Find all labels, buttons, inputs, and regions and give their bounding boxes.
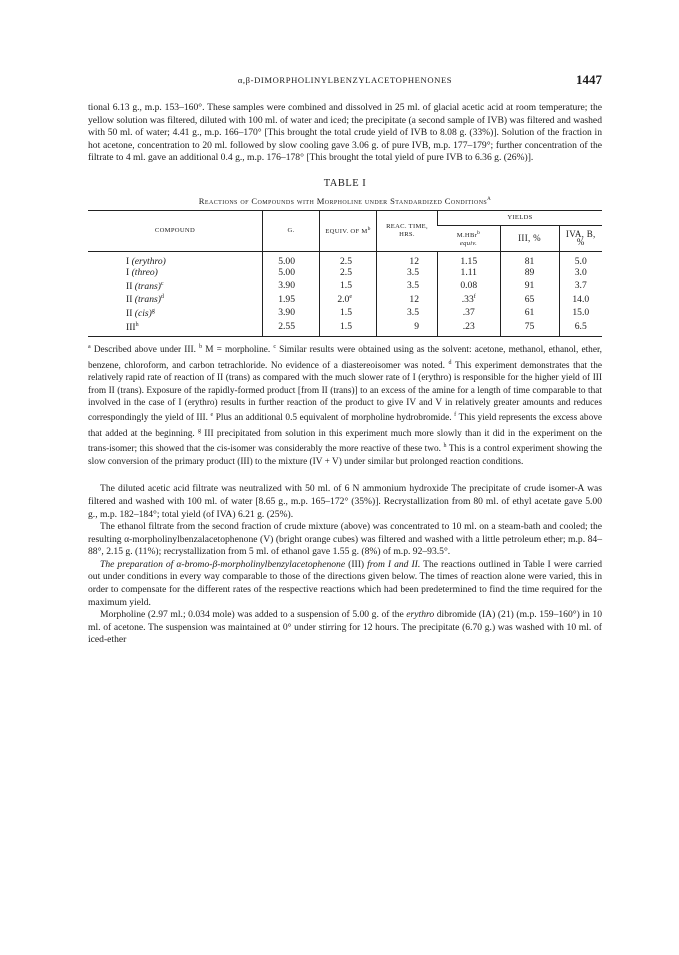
table-caption-mark: a [487, 193, 492, 202]
cell-iva-yield: 3.7 [559, 279, 602, 293]
cell-compound: II (trans)$^d$ [126, 294, 164, 306]
footnote-text: This is a control experiment showing the slow conversion of the primary product (III) to the mixture (IV + V) under similar but prolonged reaction conditions. [88, 444, 602, 467]
cell-iii-yield: 89 [500, 267, 559, 278]
header-mhbr-text: M.HBr [456, 232, 478, 240]
header-reac-time: REAC. TIME, HRS. [377, 210, 438, 251]
p4-text-a: Morpholine (2.97 ml.; 0.034 mole) was added to a suspension of 5.00 g. of the [100, 609, 407, 621]
section-title-end: from I and II. [367, 558, 421, 570]
table-footnotes [88, 341, 602, 468]
header-grams: G. [263, 210, 320, 251]
section-title-compound: (III) [345, 558, 368, 570]
cell-mhbr: .23 [438, 320, 501, 337]
header-equiv-text: EQUIV. OF M [325, 228, 368, 236]
body-paragraph-4 [88, 609, 602, 647]
cell-reac-time: 12 [377, 292, 438, 306]
header-iva: IVA, B, % [559, 225, 602, 251]
header-mhbr-sub: equiv. [459, 240, 478, 248]
cell-grams: 5.00 [263, 252, 320, 268]
footnote-mark: h [443, 443, 447, 450]
cell-iva-yield: 14.0 [559, 292, 602, 306]
p4-text-b: dibromide (IA) (21) (m.p. 159–160°) in 10 ml. of acetone. The suspension was maintained at 0° under stirring for 12 hours. The precipitate (6.70 g.) was washed with 10 ml. of iced-ether [88, 609, 603, 646]
header-yields: YIELDS [438, 210, 603, 225]
footnote-text: M = morpholine. [202, 345, 274, 356]
header-iii: III, % [500, 225, 559, 251]
cell-iva-yield: 15.0 [559, 306, 602, 320]
cell-compound: II (trans)$^c$ [126, 280, 164, 293]
table-title: TABLE I [323, 177, 367, 189]
footnote-text: This yield represents the excess above that added at the beginning. [88, 413, 602, 440]
p4-emphasis: erythro [406, 609, 435, 621]
cell-grams: 3.90 [263, 306, 320, 320]
footnote-text: Described above under III. [90, 345, 200, 356]
footnote-mark: e [210, 412, 214, 419]
cell-grams: 3.90 [263, 279, 320, 293]
body-paragraph-2: The ethanol filtrate from the second fraction of crude mixture (above) was concentrated to 10 ml. on a steam-bath and cooled; the resulting α-morpholinylbenzalacetophenone (V) (bright orange cubes) was filtered and washed with a little petroleum ether; m.p. 84–88°, 2.15 g. (11%); recrystallization from 5 ml. of ethanol gave 1.55 g. (8%) of m.p. 92–93.5°. [88, 521, 602, 558]
table-row [88, 279, 602, 293]
body-paragraph-1: The diluted acetic acid filtrate was neutralized with 50 ml. of 6 N ammonium hydroxide The precipitate of crude isomer-A was filtered and washed with 100 ml. of water [8.65 g., m.p. 165–172° (35%)]. Recrystallization from 80 ml. of ethyl acetate gave 5.00 g., m.p. 182–184°; total yield (of IVA) 6.21 g. (25%). [88, 483, 602, 520]
cell-iii-yield: 81 [500, 252, 559, 268]
cell-iii-yield: 65 [500, 292, 559, 306]
header-equiv-mark: b [367, 226, 371, 233]
cell-equiv: 1.5 [320, 320, 377, 337]
table-row [88, 320, 602, 337]
cell-mhbr: .33$^f$ [438, 292, 501, 306]
cell-equiv: 2.0e [320, 292, 377, 306]
table-row [88, 252, 602, 268]
footnote-text: This experiment demonstrates that the relatively rapid rate of reaction of II (trans) as compared with the much slower rate of I (erythro) is responsible for the higher yield of III from II (trans). Exposure of the rapidly-formed product [from II (trans)] to an excess of the amine for a length of time comparable to that involved in the case of I (erythro) results in further reaction of the product to give IV and V in relatively greater amounts and reduces correspondingly the yield of III. [88, 360, 602, 424]
table-caption-text: Reactions of Compounds with Morpholine under Standardized Conditions [198, 195, 488, 206]
cell-grams: 1.95 [263, 292, 320, 306]
header-mhbr-mark: b [477, 229, 481, 236]
footnote-text: III precipitated from solution in this experiment much more slowly than it did in the experiment on the trans-isomer; this showed that the cis-isomer was considerably the more reactive of these two. [88, 429, 602, 455]
section-text: The reactions outlined in Table I were carried out under conditions in every way comparable to those of the directions given below. The times of reaction alone were varied, this in order to compensate for the different rates of the respective reactions which had been predetermined to find the time required for the maximum yield. [88, 558, 603, 608]
cell-equiv: 1.5 [320, 306, 377, 320]
cell-mhbr: 1.11 [438, 267, 501, 278]
cell-equiv: 2.5 [320, 267, 377, 278]
cell-iva-yield: 3.0 [559, 267, 602, 278]
header-compound: COMPOUND [88, 210, 263, 251]
cell-iva-yield: 5.0 [559, 252, 602, 268]
cell-reac-time: 3.5 [377, 279, 438, 293]
table-row [88, 292, 602, 306]
running-header [88, 72, 602, 88]
cell-compound: III$^h$ [126, 321, 139, 333]
footnote-mark: g [198, 427, 202, 434]
table-caption [88, 194, 602, 206]
cell-equiv: 1.5 [320, 279, 377, 293]
footnote-mark: d [448, 359, 452, 366]
cell-grams: 2.55 [263, 320, 320, 337]
footnote-text: Similar results were obtained using as the solvent: acetone, methanol, ethanol, ether, benzene, chloroform, and carbon tetrachloride. No evidence of a diastereoisomer was noted. [88, 345, 602, 371]
cell-iii-yield: 91 [500, 279, 559, 293]
body-paragraph-3 [88, 559, 602, 609]
results-table [88, 210, 602, 337]
cell-reac-time: 12 [377, 252, 438, 268]
cell-reac-time: 3.5 [377, 306, 438, 320]
cell-compound: I (threo) [126, 267, 158, 279]
cell-iii-yield: 61 [500, 306, 559, 320]
cell-iva-yield: 6.5 [559, 320, 602, 337]
cell-compound: I (erythro) [126, 256, 166, 268]
footnote-mark: f [454, 412, 457, 419]
cell-mhbr: 1.15 [438, 252, 501, 268]
cell-mhbr: 0.08 [438, 279, 501, 293]
cell-iii-yield: 75 [500, 320, 559, 337]
cell-compound: II (cis)$^g$ [126, 308, 155, 320]
cell-mhbr: .37 [438, 306, 501, 320]
header-equiv [320, 210, 377, 251]
table-row [88, 306, 602, 320]
running-title: α,β-DIMORPHOLINYLBENZYLACETOPHENONES [237, 75, 453, 85]
footnote-mark: c [273, 344, 277, 351]
cell-grams: 5.00 [263, 267, 320, 278]
page-number: 1447 [576, 72, 602, 87]
cell-reac-time: 3.5 [377, 267, 438, 278]
footnote-mark: b [199, 344, 203, 351]
intro-paragraph: tional 6.13 g., m.p. 153–160°. These samples were combined and dissolved in 25 ml. of glacial acetic acid at room temperature; the yellow solution was filtered, diluted with 100 ml. of water and iced; the precipitate (a second sample of IVB) was filtered and washed with 50 ml. of water; 4.41 g., m.p. 166–170° [This brought the total crude yield of IVB to 8.08 g. (33%)]. Solution of the fraction in hot acetone, concentration to 20 ml. followed by slow cooling gave 3.06 g. of pure IVB, m.p. 177–179°; further concentration of the filtrate to 4 ml. gave an additional 0.4 g., m.p. 176–178° [This brought the total yield of pure IVB to 6.36 g. (26%)]. [88, 102, 602, 164]
table-body [88, 252, 602, 337]
section-title: The preparation of α-bromo-β-morpholinylbenzylacetophenone [100, 558, 346, 570]
footnote-text: Plus an additional 0.5 equivalent of morpholine hydrobromide. [213, 413, 455, 424]
header-mhbr [438, 225, 501, 251]
page [88, 72, 602, 647]
footnote-paragraph [88, 341, 602, 468]
cell-equiv: 2.5 [320, 252, 377, 268]
table-row [88, 267, 602, 278]
footnote-mark: a [88, 344, 91, 351]
cell-reac-time: 9 [377, 320, 438, 337]
